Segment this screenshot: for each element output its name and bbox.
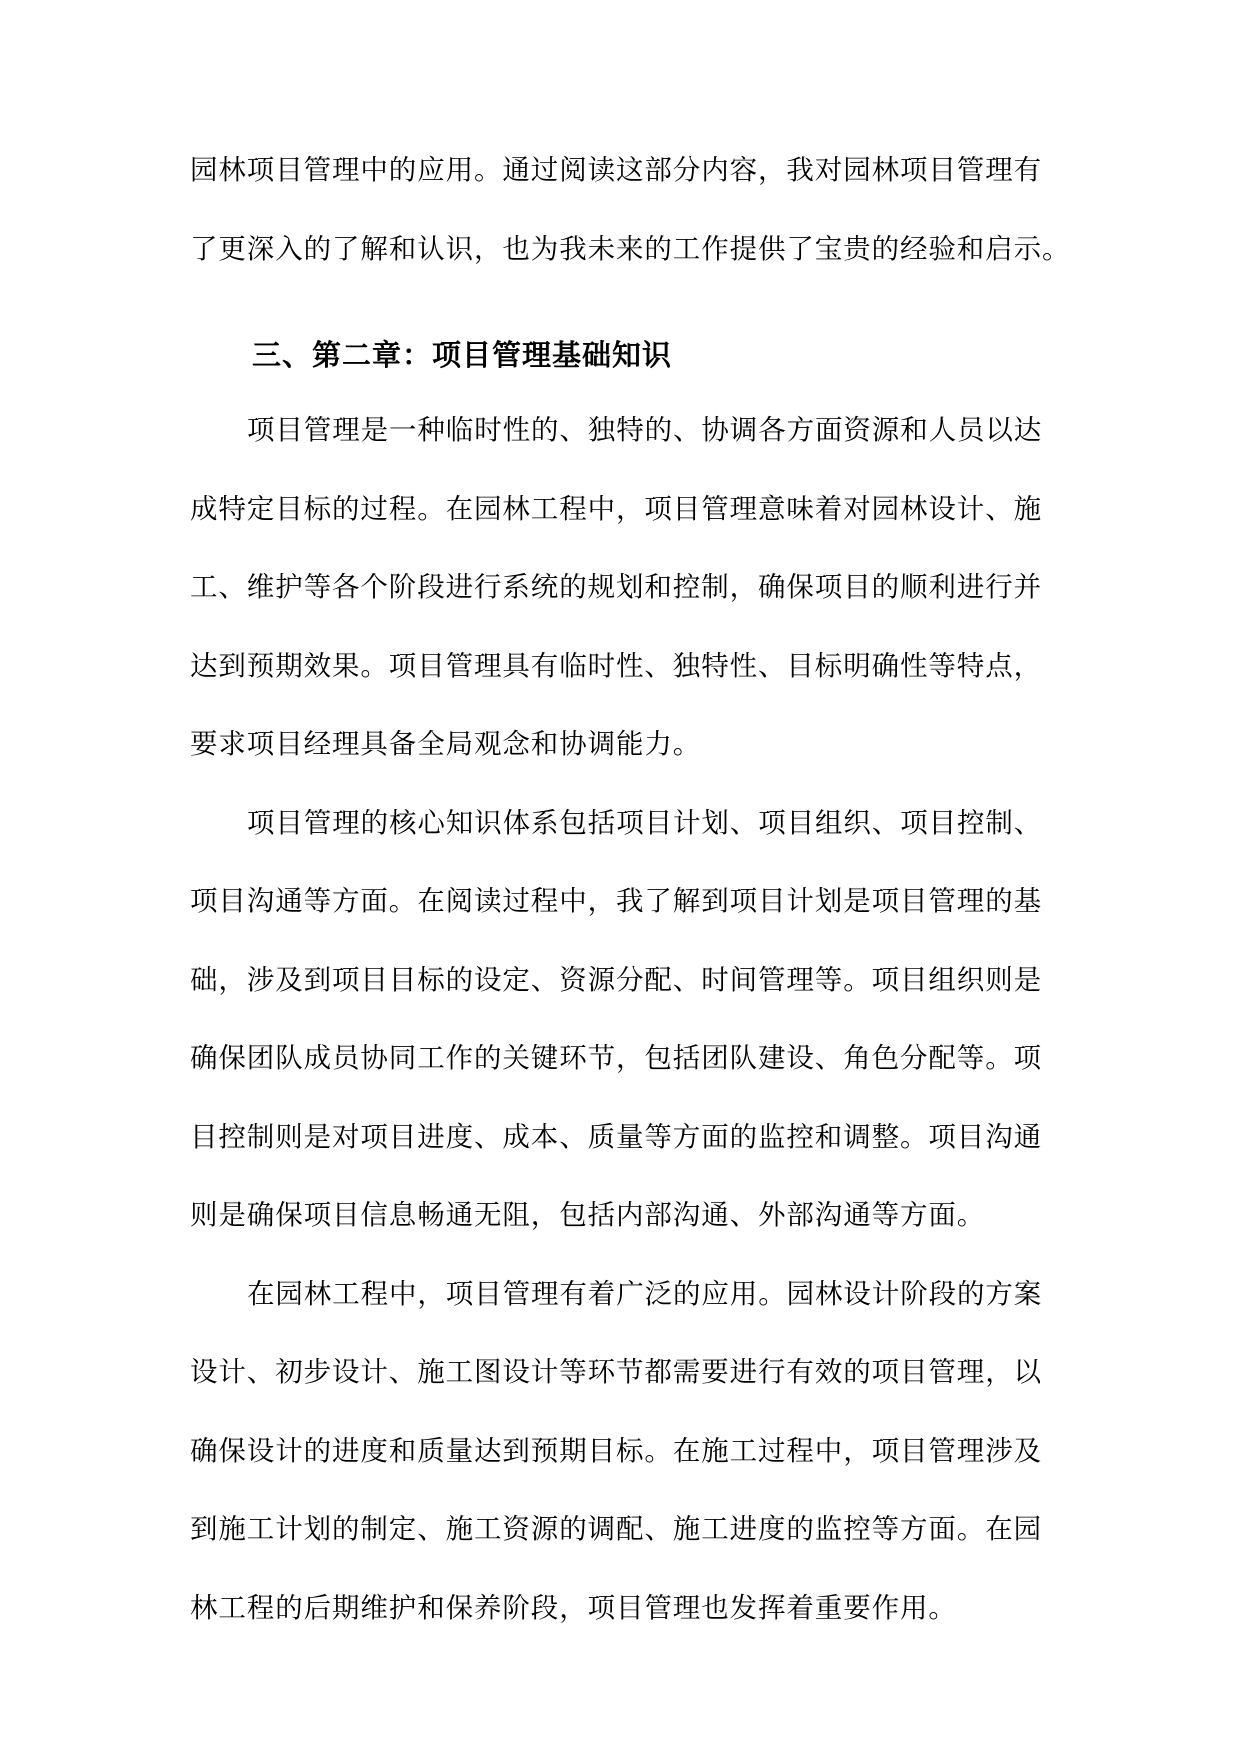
text-line: 项目管理是一种临时性的、独特的、协调各方面资源和人员以达 xyxy=(247,414,1043,446)
text-line: 到施工计划的制定、施工资源的调配、施工进度的监控等方面。在园 xyxy=(190,1513,1042,1545)
text-line: 成特定目标的过程。在园林工程中，项目管理意味着对园林设计、施 xyxy=(190,493,1042,525)
text-line: 项目管理的核心知识体系包括项目计划、项目组织、项目控制、 xyxy=(247,807,1043,839)
text-line: 项目沟通等方面。在阅读过程中，我了解到项目计划是项目管理的基 xyxy=(190,885,1042,917)
text-line: 达到预期效果。项目管理具有临时性、独特性、目标明确性等特点， xyxy=(190,650,1042,682)
text-line: 在园林工程中，项目管理有着广泛的应用。园林设计阶段的方案 xyxy=(247,1278,1043,1310)
text-line: 设计、初步设计、施工图设计等环节都需要进行有效的项目管理，以 xyxy=(190,1356,1042,1388)
text-line: 础，涉及到项目目标的设定、资源分配、时间管理等。项目组织则是 xyxy=(190,964,1042,996)
text-line: 要求项目经理具备全局观念和协调能力。 xyxy=(190,728,702,760)
text-line: 则是确保项目信息畅通无阻，包括内部沟通、外部沟通等方面。 xyxy=(190,1199,986,1231)
text-line: 目控制则是对项目进度、成本、质量等方面的监控和调整。项目沟通 xyxy=(190,1121,1042,1153)
text-line: 确保团队成员协同工作的关键环节，包括团队建设、角色分配等。项 xyxy=(190,1042,1042,1074)
section-heading: 三、第二章：项目管理基础知识 xyxy=(252,338,673,372)
text-line: 了更深入的了解和认识，也为我未来的工作提供了宝贵的经验和启示。 xyxy=(190,233,1071,265)
text-line: 林工程的后期维护和保养阶段，项目管理也发挥着重要作用。 xyxy=(190,1592,957,1624)
text-line: 确保设计的进度和质量达到预期目标。在施工过程中，项目管理涉及 xyxy=(190,1435,1042,1467)
text-line: 园林项目管理中的应用。通过阅读这部分内容，我对园林项目管理有 xyxy=(190,154,1042,186)
text-line: 工、维护等各个阶段进行系统的规划和控制，确保项目的顺利进行并 xyxy=(190,571,1042,603)
